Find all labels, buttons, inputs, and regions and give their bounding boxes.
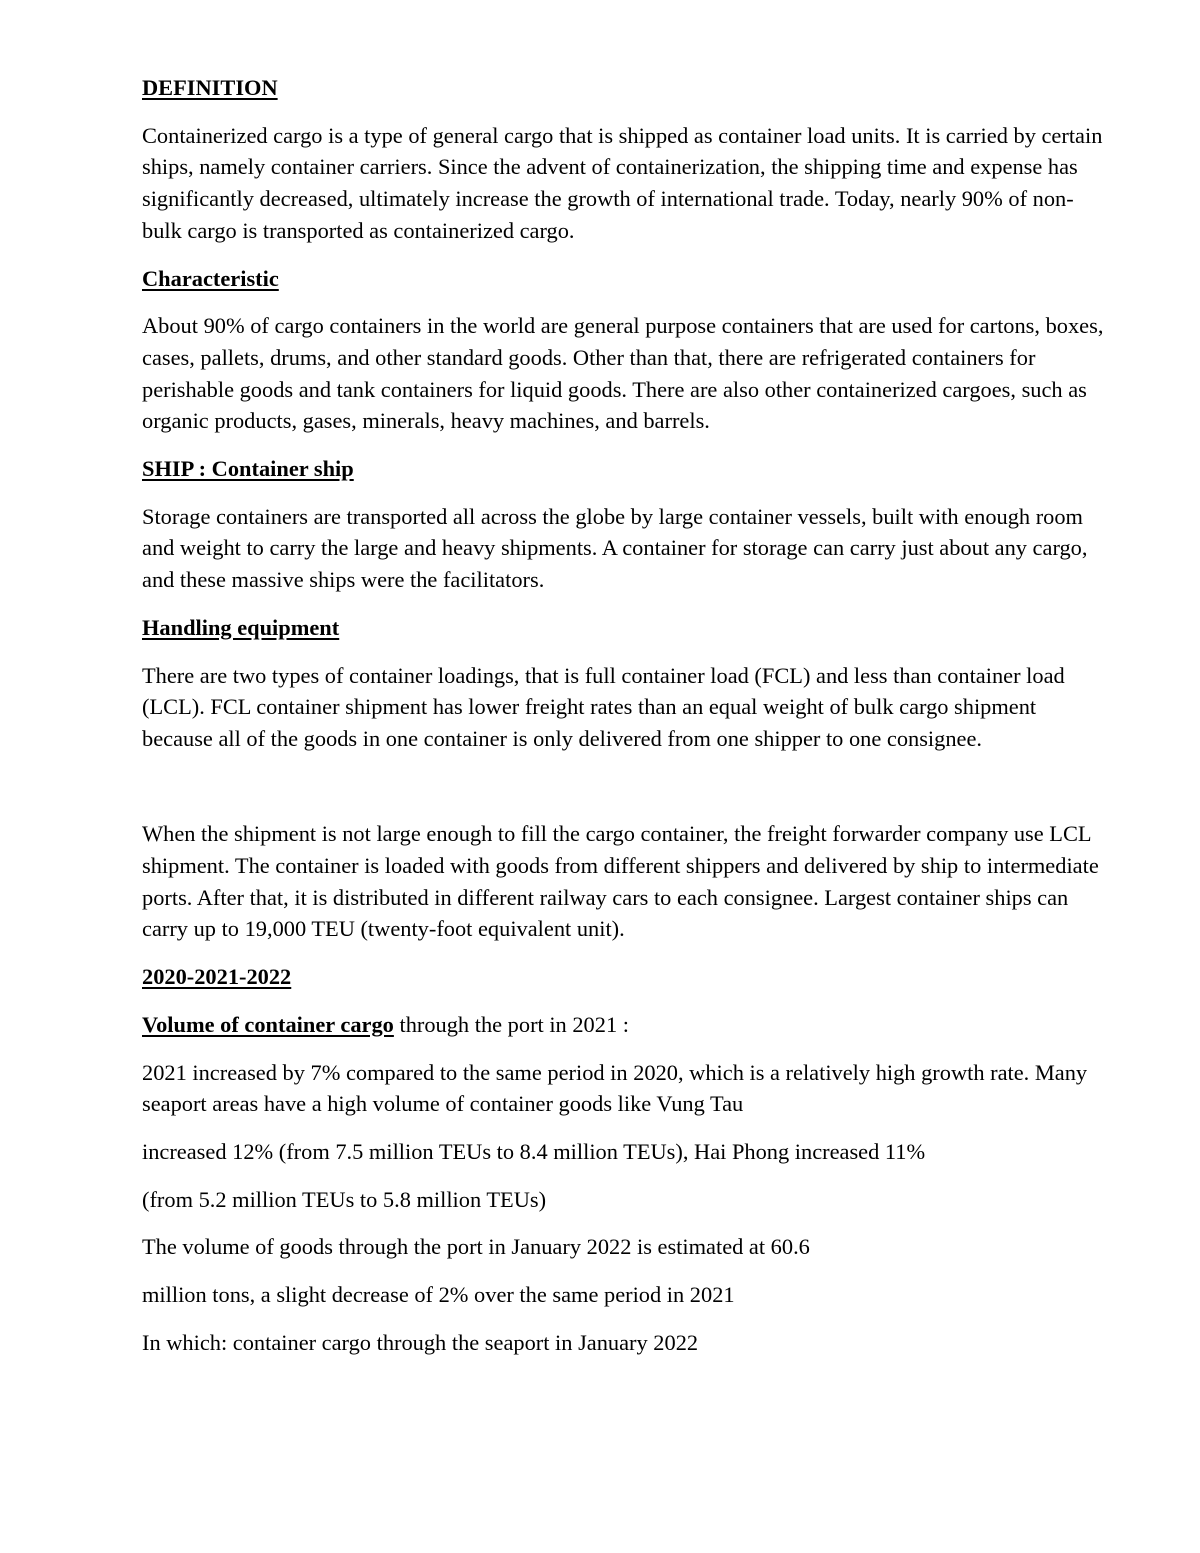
growth-paragraph: 2021 increased by 7% compared to the same period in 2020, which is a relatively high growth rate. Many seaport areas have a high volume of container goods like Vung Tau xyxy=(142,1059,1088,1117)
characteristic-paragraph: About 90% of cargo containers in the world are general purpose containers that are used for cartons, boxes, cases, pallets, drums, and other standard goods. Other than that, there are refrigerated containers for perishable goods and tank containers for liquid goods. There are also other containerized cargoes, such as organic products, gases, minerals, heavy machines, and barrels. xyxy=(142,313,1104,434)
ship-paragraph: Storage containers are transported all across the globe by large container vessels, built with enough room and weight to carry the large and heavy shipments. A container for storage can carry just about any cargo, and these massive ships were the facilitators. xyxy=(142,503,1088,593)
definition-paragraph: Containerized cargo is a type of general cargo that is shipped as container load units. It is carried by certain ships, namely container carriers. Since the advent of containerization, the shipping time and expense has significantly decreased, ultimately increase the growth of international trade. Today, nearly 90% of non-bulk cargo is transported as containerized cargo. xyxy=(142,122,1103,243)
january-volume-line: The volume of goods through the port in January 2022 is estimated at 60.6 xyxy=(142,1234,810,1260)
characteristic-heading: Characteristic xyxy=(142,265,279,291)
document-page xyxy=(142,72,1107,1374)
definition-heading: DEFINITION xyxy=(142,75,278,100)
handling-paragraph-fcl: There are two types of container loadings, that is full container load (FCL) and less than container load (LCL). FCL container shipment has lower freight rates than an equal weight of bulk cargo shipment because all of the goods in one container is only delivered from one shipper to one consignee. xyxy=(142,662,1065,751)
volume-rest: through the port in 2021 : xyxy=(393,1011,629,1037)
hai-phong-line: (from 5.2 million TEUs to 5.8 million TEUs) xyxy=(142,1186,547,1212)
volume-intro xyxy=(142,1009,1107,1041)
years-heading: 2020-2021-2022 xyxy=(142,964,292,990)
volume-lead: Volume of container cargo xyxy=(142,1011,394,1037)
decrease-line: million tons, a slight decrease of 2% over the same period in 2021 xyxy=(142,1282,735,1308)
handling-heading: Handling equipment xyxy=(142,614,340,640)
vung-tau-line: increased 12% (from 7.5 million TEUs to 8.4 million TEUs), Hai Phong increased 11% xyxy=(142,1138,926,1164)
ship-heading: SHIP : Container ship xyxy=(142,456,354,482)
blank-line xyxy=(142,771,1107,803)
container-cargo-line: In which: container cargo through the seaport in January 2022 xyxy=(142,1329,699,1355)
handling-paragraph-lcl: When the shipment is not large enough to fill the cargo container, the freight forwarder company use LCL shipment. The container is loaded with goods from different shippers and delivered by ship to intermediate ports. After that, it is distributed in different railway cars to each consignee. Largest container ships can carry up to 19,000 TEU (twenty-foot equivalent unit). xyxy=(142,821,1099,942)
